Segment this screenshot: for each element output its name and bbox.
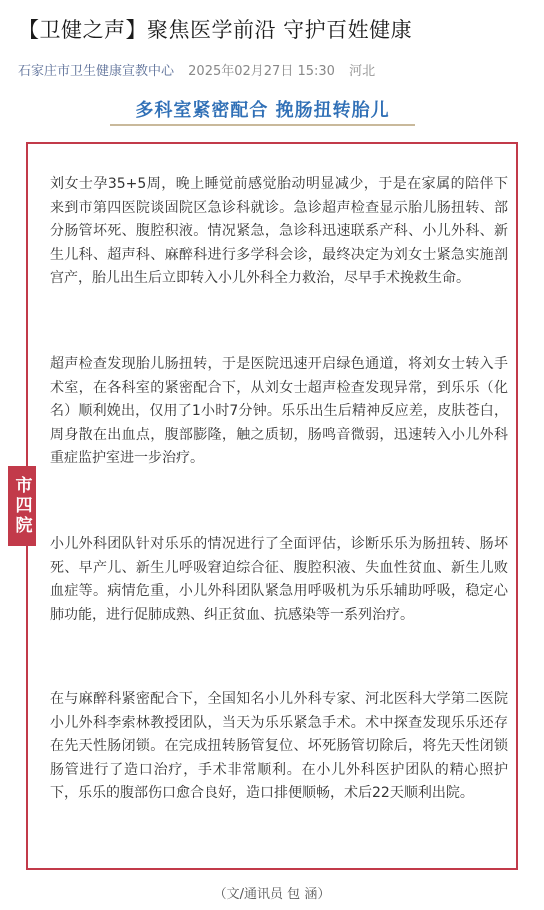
article-meta	[18, 60, 375, 79]
paragraph-1: 刘女士孕35+5周，晚上睡觉前感觉胎动明显减少，于是在家属的陪伴下来到市第四医院谈固院区急诊科就诊。急诊超声检查显示胎儿肠扭转、部分肠管坏死、腹腔积液。情况紧急，急诊科迅速联系产科、小儿外科、新生儿科、超声科、麻醉科进行多学科会诊，最终决定为刘女士紧急实施剖宫产，胎儿出生后立即转入小儿外科全力救治，尽早手术挽救生命。	[50, 176, 508, 286]
account-name-link[interactable]: 石家庄市卫生健康宣教中心	[18, 64, 175, 79]
banner-title: 多科室紧密配合 挽肠扭转胎儿	[135, 100, 390, 121]
banner-underline	[110, 124, 415, 126]
paragraph-3: 小儿外科团队针对乐乐的情况进行了全面评估，诊断乐乐为肠扭转、肠坏死、早产儿、新生儿呼吸窘迫综合征、腹腔积液、失血性贫血、新生儿败血症等。病情危重，小儿外科团队紧急用呼吸机为乐乐辅助呼吸，稳定心肺功能，进行促肺成熟、纠正贫血、抗感染等一系列治疗。	[50, 536, 508, 623]
paragraph-2: 超声检查发现胎儿肠扭转，于是医院迅速开启绿色通道，将刘女士转入手术室，在各科室的紧密配合下，从刘女士超声检查发现异常，到乐乐（化名）顺利娩出，仅用了1小时7分钟。乐乐出生后精神反应差，皮肤苍白，周身散在出血点，腹部膨隆，触之质韧，肠鸣音微弱，迅速转入小儿外科重症监护室进一步治疗。	[50, 356, 508, 466]
publish-date: 2025年02月27日 15:30	[188, 64, 335, 79]
region-label: 河北	[349, 64, 376, 79]
paragraph-4: 在与麻醉科紧密配合下，全国知名小儿外科专家、河北医科大学第二医院小儿外科李索林教授团队，当天为乐乐紧急手术。术中探查发现乐乐还存在先天性肠闭锁。在完成扭转肠管复位、坏死肠管切除后，将先天性闭锁肠管进行了造口治疗，手术非常顺利。在小儿外科医护团队的精心照护下，乐乐的腹部伤口愈合良好，造口排便顺畅，术后22天顺利出院。	[50, 691, 508, 801]
hospital-side-tag: 市四院	[8, 466, 36, 546]
article-title: 【卫健之声】聚焦医学前沿 守护百姓健康	[18, 18, 413, 42]
author-credit: （文/通讯员 包 涵）	[213, 887, 331, 902]
section-banner	[110, 96, 415, 126]
